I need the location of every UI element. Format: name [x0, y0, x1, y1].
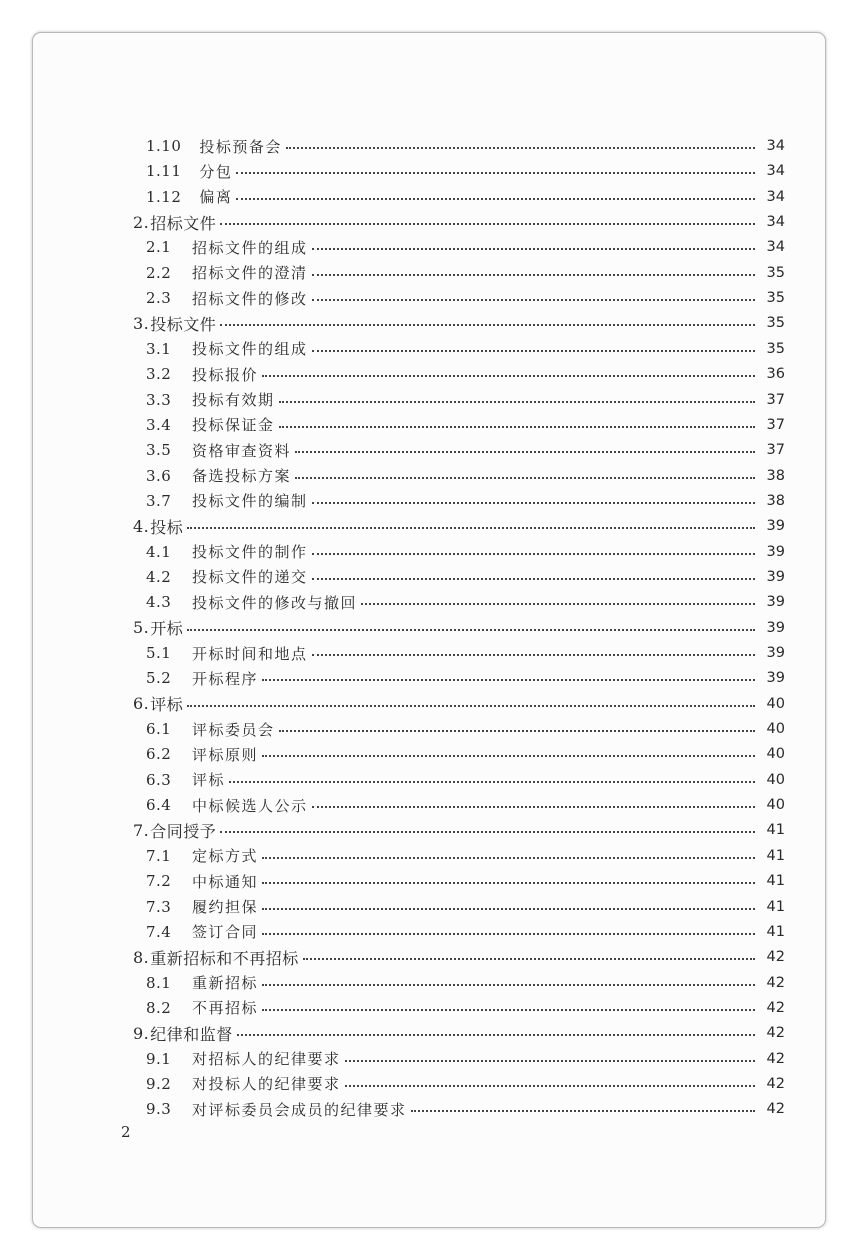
toc-entry-number: 3.5 [146, 441, 172, 460]
toc-entry-title: 招标文件的组成 [192, 238, 308, 257]
toc-entry-title: 投标报价 [192, 365, 259, 384]
toc-entry-page: 37 [766, 442, 785, 459]
toc-entry-page: 38 [766, 492, 785, 509]
toc-entry-page: 36 [766, 366, 785, 383]
toc-entry-number: 9.3 [146, 1100, 172, 1119]
toc-entry-number: 3. [133, 313, 150, 333]
toc-entry-number: 3.1 [146, 339, 172, 358]
toc-entry-page: 39 [766, 619, 785, 636]
toc-entry-page: 39 [766, 670, 785, 687]
toc-subsection-entry [146, 996, 785, 1020]
toc-entry-number: 9.2 [146, 1074, 172, 1093]
dot-leader [312, 350, 755, 352]
dot-leader [237, 1034, 755, 1036]
toc-entry-title: 资格审查资料 [192, 441, 292, 460]
toc-entry-title: 重新招标和不再招标 [150, 948, 299, 968]
toc-entry-page: 34 [766, 239, 785, 256]
toc-entry-page: 37 [766, 416, 785, 433]
toc-subsection-entry [146, 540, 785, 564]
document-page [32, 32, 826, 1228]
toc-entry-number: 6.3 [146, 770, 172, 789]
toc-subsection-entry [146, 134, 785, 158]
toc-section-entry [133, 311, 785, 335]
toc-entry-number: 1.11 [146, 162, 182, 181]
dot-leader [236, 172, 755, 174]
toc-entry-number: 2. [133, 212, 150, 232]
toc-entry-title: 中标候选人公示 [192, 796, 308, 815]
toc-subsection-entry [146, 590, 785, 614]
toc-entry-page: 40 [766, 695, 785, 712]
toc-subsection-entry [146, 666, 785, 690]
toc-subsection-entry [146, 971, 785, 995]
toc-entry-number: 7.4 [146, 922, 172, 941]
toc-entry-number: 2.1 [146, 238, 172, 257]
toc-subsection-entry [146, 641, 785, 665]
toc-entry-page: 41 [766, 923, 785, 940]
dot-leader [220, 223, 755, 225]
toc-entry-title: 中标通知 [192, 872, 259, 891]
toc-entry-number: 4. [133, 516, 150, 536]
dot-leader [312, 274, 755, 276]
toc-entry-title: 投标文件的递交 [192, 568, 308, 587]
toc-entry-title: 招标文件的修改 [192, 289, 308, 308]
toc-entry-number: 6.2 [146, 745, 172, 764]
toc-entry-title: 招标文件 [150, 213, 217, 233]
toc-entry-number: 4.1 [146, 542, 172, 561]
toc-entry-number: 3.6 [146, 466, 172, 485]
dot-leader [279, 426, 755, 428]
toc-entry-title: 重新招标 [192, 974, 259, 993]
dot-leader [262, 882, 755, 884]
toc-entry-number: 8.1 [146, 973, 172, 992]
toc-entry-title: 投标文件的组成 [192, 340, 308, 359]
toc-entry-number: 3.3 [146, 390, 172, 409]
toc-entry-number: 5. [133, 618, 150, 638]
toc-entry-title: 投标文件 [150, 314, 217, 334]
toc-entry-page: 40 [766, 771, 785, 788]
toc-section-entry [133, 210, 785, 234]
toc-subsection-entry [146, 1097, 785, 1121]
dot-leader [286, 147, 755, 149]
toc-section-entry [133, 692, 785, 716]
toc-entry-number: 8.2 [146, 998, 172, 1017]
toc-entry-page: 34 [766, 214, 785, 231]
toc-entry-page: 34 [766, 163, 785, 180]
toc-entry-title: 投标 [150, 517, 184, 537]
dot-leader [262, 679, 755, 681]
dot-leader [345, 1060, 755, 1062]
toc-entry-title: 开标时间和地点 [192, 644, 308, 663]
toc-entry-page: 39 [766, 568, 785, 585]
toc-entry-number: 7.1 [146, 846, 172, 865]
toc-entry-title: 评标委员会 [192, 720, 275, 739]
dot-leader [312, 502, 755, 504]
toc-entry-number: 7.2 [146, 872, 172, 891]
toc-entry-title: 开标程序 [192, 669, 259, 688]
toc-subsection-entry [146, 185, 785, 209]
toc-entry-title: 招标文件的澄清 [192, 264, 308, 283]
toc-entry-page: 40 [766, 721, 785, 738]
toc-entry-title: 分包 [199, 162, 233, 181]
toc-entry-title: 定标方式 [192, 847, 259, 866]
toc-subsection-entry [146, 717, 785, 741]
toc-entry-number: 7. [133, 820, 150, 840]
toc-entry-number: 3.4 [146, 415, 172, 434]
toc-entry-number: 1.10 [146, 137, 182, 155]
toc-entry-page: 39 [766, 543, 785, 560]
toc-entry-title: 投标文件的修改与撤回 [192, 593, 358, 612]
toc-subsection-entry [146, 1072, 785, 1096]
dot-leader [312, 654, 755, 656]
toc-entry-number: 2.2 [146, 263, 172, 282]
toc-entry-page: 41 [766, 873, 785, 890]
toc-entry-title: 评标原则 [192, 745, 259, 764]
toc-entry-title: 不再招标 [192, 999, 259, 1018]
page-number: 2 [121, 1123, 131, 1141]
toc-entry-title: 合同授予 [150, 821, 217, 841]
dot-leader [262, 755, 755, 757]
toc-entry-number: 5.2 [146, 669, 172, 688]
dot-leader [262, 857, 755, 859]
toc-entry-title: 备选投标方案 [192, 467, 292, 486]
toc-entry-number: 9. [133, 1023, 150, 1043]
toc-entry-page: 38 [766, 467, 785, 484]
dot-leader [303, 958, 755, 960]
toc-entry-title: 评标 [192, 771, 226, 790]
toc-entry-title: 对评标委员会成员的纪律要求 [192, 1100, 407, 1119]
toc-subsection-entry [146, 920, 785, 944]
toc-entry-title: 投标有效期 [192, 391, 275, 409]
toc-subsection-entry [146, 1047, 785, 1071]
dot-leader [411, 1110, 755, 1112]
toc-section-entry [133, 945, 785, 969]
toc-entry-title: 评标 [150, 695, 184, 715]
dot-leader [279, 730, 755, 732]
toc-section-entry [133, 616, 785, 640]
toc-subsection-entry [146, 362, 785, 386]
toc-entry-page: 39 [766, 645, 785, 661]
toc-entry-page: 39 [766, 518, 785, 535]
toc-entry-page: 37 [766, 391, 785, 408]
toc-subsection-entry [146, 235, 785, 259]
toc-entry-number: 6. [133, 694, 150, 714]
toc-entry-page: 42 [766, 974, 785, 991]
toc-entry-page: 41 [766, 898, 785, 915]
toc-subsection-entry [146, 413, 785, 437]
dot-leader [262, 933, 755, 935]
dot-leader [262, 908, 755, 910]
toc-subsection-entry [146, 261, 785, 285]
toc-entry-page: 42 [766, 1050, 785, 1067]
dot-leader [312, 578, 755, 580]
toc-subsection-entry [146, 464, 785, 488]
toc-section-entry [133, 818, 785, 842]
toc-entry-title: 对招标人的纪律要求 [192, 1050, 341, 1069]
toc-entry-title: 履约担保 [192, 898, 259, 916]
toc-entry-page: 41 [766, 847, 785, 864]
toc-entry-title: 偏离 [199, 188, 233, 207]
dot-leader [312, 553, 755, 555]
toc-entry-number: 3.7 [146, 491, 172, 510]
dot-leader [187, 527, 755, 529]
toc-section-entry [133, 1021, 785, 1045]
toc-entry-page: 35 [766, 315, 785, 332]
toc-entry-number: 4.3 [146, 593, 172, 612]
dot-leader [220, 831, 755, 833]
toc-subsection-entry [146, 793, 785, 817]
toc-entry-title: 对投标人的纪律要求 [192, 1075, 341, 1094]
toc-entry-page: 40 [766, 746, 785, 763]
toc-entry-page: 42 [766, 949, 785, 966]
toc-entry-page: 35 [766, 290, 785, 307]
dot-leader [312, 248, 755, 250]
dot-leader [229, 781, 755, 783]
dot-leader [361, 603, 755, 605]
toc-subsection-entry [146, 742, 785, 766]
toc-entry-number: 8. [133, 947, 150, 967]
toc-entry-title: 投标保证金 [192, 416, 275, 435]
toc-entry-number: 7.3 [146, 897, 172, 916]
dot-leader [262, 375, 755, 377]
toc-entry-number: 5.1 [146, 644, 172, 662]
dot-leader [262, 1009, 755, 1011]
toc-entry-page: 35 [766, 264, 785, 281]
toc-entry-page: 35 [766, 340, 785, 357]
dot-leader [312, 299, 755, 301]
dot-leader [236, 198, 755, 200]
toc-entry-page: 40 [766, 797, 785, 814]
toc-entry-title: 签订合同 [192, 923, 259, 942]
toc-entry-number: 6.1 [146, 720, 172, 739]
toc-entry-number: 2.3 [146, 289, 172, 308]
dot-leader [220, 324, 755, 326]
toc-entry-page: 34 [766, 138, 785, 154]
toc-entry-page: 42 [766, 1025, 785, 1042]
dot-leader [279, 401, 755, 403]
toc-subsection-entry [146, 895, 785, 919]
dot-leader [187, 629, 755, 631]
toc-subsection-entry [146, 438, 785, 462]
toc-subsection-entry [146, 565, 785, 589]
toc-entry-title: 投标文件的编制 [192, 492, 308, 511]
toc-subsection-entry [146, 337, 785, 361]
toc-entry-page: 41 [766, 822, 785, 839]
dot-leader [262, 984, 755, 986]
dot-leader [345, 1085, 755, 1087]
toc-entry-number: 1.12 [146, 187, 182, 206]
dot-leader [187, 705, 755, 707]
table-of-contents [33, 33, 825, 1227]
dot-leader [295, 477, 755, 479]
toc-subsection-entry [146, 768, 785, 792]
toc-entry-title: 纪律和监督 [150, 1024, 233, 1044]
dot-leader [295, 451, 755, 453]
toc-subsection-entry [146, 869, 785, 893]
toc-subsection-entry [146, 489, 785, 513]
toc-entry-page: 34 [766, 188, 785, 205]
toc-entry-title: 开标 [150, 619, 184, 639]
toc-entry-page: 39 [766, 594, 785, 611]
toc-entry-number: 3.2 [146, 365, 172, 384]
toc-subsection-entry [146, 159, 785, 183]
dot-leader [312, 806, 755, 808]
toc-subsection-entry [146, 286, 785, 310]
toc-entry-number: 4.2 [146, 567, 172, 586]
toc-entry-title: 投标文件的制作 [192, 543, 308, 562]
toc-entry-page: 42 [766, 1101, 785, 1118]
toc-subsection-entry [146, 388, 785, 412]
toc-entry-page: 42 [766, 999, 785, 1016]
toc-section-entry [133, 514, 785, 538]
toc-entry-number: 6.4 [146, 796, 172, 815]
toc-entry-title: 投标预备会 [199, 137, 282, 156]
toc-entry-page: 42 [766, 1075, 785, 1092]
toc-entry-number: 9.1 [146, 1049, 172, 1068]
toc-subsection-entry [146, 844, 785, 868]
